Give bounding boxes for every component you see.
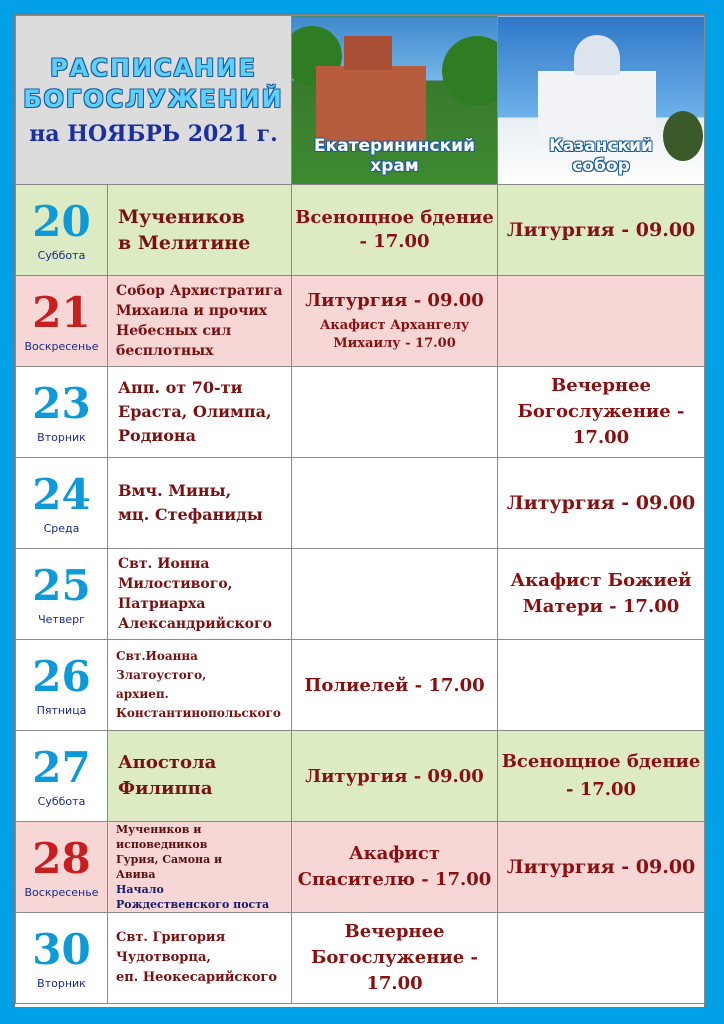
schedule-row [16, 185, 705, 276]
date-cell [16, 458, 108, 549]
church2-header [498, 16, 705, 185]
church2-service [498, 913, 705, 1004]
saint-cell: Мучеников в Мелитине [108, 185, 292, 276]
church1-header [292, 16, 498, 185]
date-cell [16, 913, 108, 1004]
saint-cell: Апостола Филиппа [108, 731, 292, 822]
weekday: Воскресенье [24, 885, 99, 899]
schedule-row [16, 731, 705, 822]
day-number: 24 [32, 469, 91, 519]
day-number: 20 [32, 196, 91, 246]
day-number: 23 [32, 378, 91, 428]
weekday: Вторник [37, 976, 86, 990]
day-number: 25 [32, 560, 91, 610]
schedule-frame [14, 14, 705, 1008]
saint-cell: Свт.Иоанна Златоустого, архиеп. Константинопольского [108, 640, 292, 731]
church2-service: Акафист Божией Матери - 17.00 [498, 549, 705, 640]
church1-service [292, 549, 498, 640]
church1-name: Екатерининский храм [314, 136, 475, 176]
weekday: Четверг [38, 612, 85, 626]
date-cell [16, 549, 108, 640]
title-line-2: БОГОСЛУЖЕНИЙ [23, 85, 284, 113]
church1-service [292, 367, 498, 458]
title-line-1: РАСПИСАНИЕ [50, 54, 257, 82]
church2-service: Вечернее Богослужение - 17.00 [498, 367, 705, 458]
schedule-row [16, 822, 705, 913]
church2-name: Казанский собор [549, 136, 653, 176]
saint-cell: Мучеников и исповедников Гурия, Самона и Авива Начало Рождественского поста [108, 822, 292, 913]
schedule-row [16, 458, 705, 549]
tree-image [442, 36, 498, 106]
weekday: Среда [43, 521, 80, 535]
saint-cell: Свт. Ионна Милостивого, Патриарха Александрийского [108, 549, 292, 640]
church2-service: Всенощное бдение - 17.00 [498, 731, 705, 822]
schedule-row [16, 913, 705, 1004]
date-cell [16, 185, 108, 276]
church2-service: Литургия - 09.00 [498, 185, 705, 276]
church1-service: Полиелей - 17.00 [292, 640, 498, 731]
day-number: 27 [32, 742, 91, 792]
weekday: Суббота [37, 794, 86, 808]
schedule-row [16, 549, 705, 640]
saint-cell: Собор Архистратига Михаила и прочих Небесных сил бесплотных [108, 276, 292, 367]
weekday: Пятница [36, 703, 87, 717]
date-cell [16, 276, 108, 367]
schedule-title [16, 16, 292, 185]
church1-photo [316, 66, 426, 146]
day-number: 21 [32, 287, 91, 337]
church1-service: Вечернее Богослужение - 17.00 [292, 913, 498, 1004]
day-number: 28 [32, 833, 91, 883]
weekday: Вторник [37, 430, 86, 444]
church2-service: Литургия - 09.00 [498, 822, 705, 913]
church1-service: Акафист Спасителю - 17.00 [292, 822, 498, 913]
church2-photo [538, 71, 656, 146]
church1-service: Всенощное бдение - 17.00 [292, 185, 498, 276]
date-cell [16, 731, 108, 822]
church2-service [498, 640, 705, 731]
day-number: 26 [32, 651, 91, 701]
saint-cell: Свт. Григория Чудотворца, еп. Неокесарийского [108, 913, 292, 1004]
date-cell [16, 367, 108, 458]
day-number: 30 [32, 924, 91, 974]
schedule-row [16, 367, 705, 458]
date-cell [16, 640, 108, 731]
schedule-row [16, 276, 705, 367]
saint-cell: Вмч. Мины, мц. Стефаниды [108, 458, 292, 549]
date-cell [16, 822, 108, 913]
saint-cell: Апп. от 70-ти Ераста, Олимпа, Родиона [108, 367, 292, 458]
church2-service [498, 276, 705, 367]
church2-service: Литургия - 09.00 [498, 458, 705, 549]
weekday: Воскресенье [24, 339, 99, 353]
schedule-row [16, 640, 705, 731]
church1-service [292, 458, 498, 549]
church1-service: Литургия - 09.00 [292, 731, 498, 822]
weekday: Суббота [37, 248, 86, 262]
schedule-table [15, 15, 705, 1004]
church1-service: Литургия - 09.00 Акафист Архангелу Михаилу - 17.00 [292, 276, 498, 367]
title-month: на НОЯБРЬ 2021 г. [29, 121, 278, 147]
